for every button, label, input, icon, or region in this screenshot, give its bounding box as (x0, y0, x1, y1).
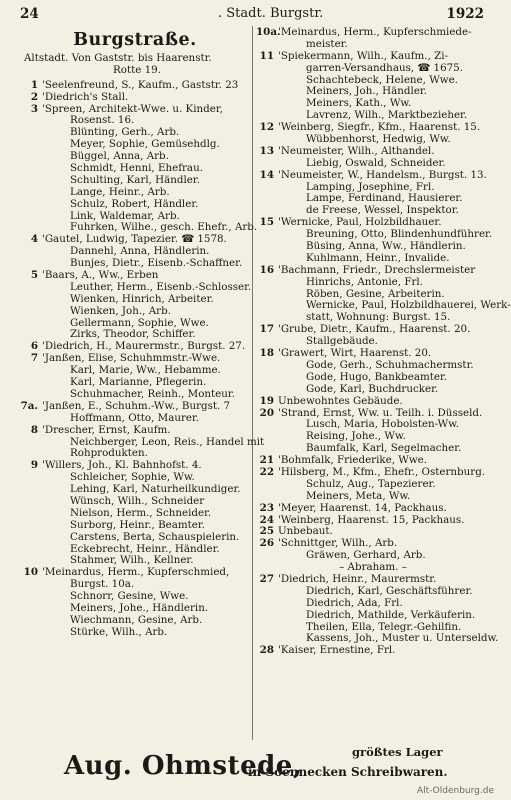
resident-text: Lusch, Maria, Hoboisten-Ww. (306, 418, 460, 431)
resident-line (20, 187, 250, 199)
resident-text: Lavrenz, Wilh., Marktbezieher. (306, 109, 468, 122)
resident-text: Gode, Gerh., Schuhmachermstr. (306, 358, 474, 371)
resident-text: Dannehl, Anna, Händlerin. (70, 245, 210, 258)
entry-text: 'Gautel, Ludwig, Tapezier. ☎ 1578. (42, 233, 227, 246)
resident-text: Büggel, Anna, Arb. (70, 150, 169, 163)
resident-text: meister. (306, 37, 348, 50)
resident-text: Stallgebäude. (306, 335, 378, 348)
resident-text: Reising, Johe., Ww. (306, 430, 406, 443)
house-number: 17 (259, 323, 274, 336)
description-text: Altstadt. Von Gaststr. bis Haarenstr. (24, 52, 212, 64)
resident-text: Wernicke, Paul, Holzbildhauerei, Werk- (306, 299, 511, 312)
house-number: 7a. (20, 399, 38, 412)
house-entry (20, 567, 250, 579)
house-number: 27 (259, 572, 274, 585)
resident-line (20, 294, 250, 306)
street-description (20, 65, 250, 77)
entry-text: 'Kaiser, Ernestine, Frl. (278, 644, 396, 657)
resident-line (20, 532, 250, 544)
resident-text: Wünsch, Wilh., Schneider (70, 494, 205, 507)
resident-text: Meyer, Sophie, Gemüsehdlg. (70, 138, 220, 151)
entry-text: 'Spiekermann, Wilh., Kaufm., Zi- (278, 49, 449, 62)
entry-text: 'Bohmfalk, Friederike, Wwe. (278, 454, 428, 467)
resident-text: Büsing, Anna, Ww., Händlerin. (306, 240, 466, 253)
resident-text: Stahmer, Wilh., Kellner. (70, 554, 194, 567)
resident-text: Carstens, Berta, Schauspielerin. (70, 530, 240, 543)
resident-line (256, 384, 486, 396)
page-header (20, 6, 484, 26)
resident-line (20, 627, 250, 639)
resident-text: Gode, Karl, Buchdrucker. (306, 382, 439, 395)
house-number: 23 (259, 501, 274, 514)
house-number: 9 (30, 459, 38, 472)
resident-text: Gellermann, Sophie, Wwe. (70, 316, 209, 329)
house-entry (256, 170, 486, 182)
resident-line (256, 372, 486, 384)
resident-line (256, 63, 486, 75)
entry-text: 'Janßen, E., Schuhm.-Ww., Burgst. 7 (42, 399, 231, 412)
entry-text: Unbebaut. (278, 525, 333, 538)
entry-text: 'Diedrich, H., Maurermstr., Burgst. 27. (42, 340, 246, 353)
resident-line (256, 586, 486, 598)
resident-text: Blünting, Gerh., Arb. (70, 126, 180, 139)
resident-text: Schulz, Robert, Händler. (70, 197, 199, 210)
year: 1922 (446, 6, 484, 22)
resident-text: Bunjes, Dietr., Eisenb.-Schaffner. (70, 257, 243, 270)
entry-text: 'Meyer, Haarenst. 14, Packhaus. (278, 501, 447, 514)
ad-slogan: größtes Lager (352, 745, 443, 759)
resident-text: Schmidt, Henni, Ehefrau. (70, 162, 203, 175)
resident-text: Diedrich, Mathilde, Verkäuferin. (306, 608, 476, 621)
house-number: 13 (259, 144, 274, 157)
resident-text: Schnorr, Gesine, Wwe. (70, 590, 189, 603)
resident-text: Lampe, Ferdinand, Hausierer. (306, 192, 463, 205)
house-number: 20 (259, 406, 274, 419)
resident-line (20, 199, 250, 211)
resident-text: Karl, Marianne, Pflegerin. (70, 376, 207, 389)
resident-text: Fuhrken, Wilhe., gesch. Ehefr., Arb. (70, 221, 258, 234)
resident-text: Gode, Hugo, Bankbeamter. (306, 370, 448, 383)
house-entry (256, 396, 486, 408)
resident-text: Rohprodukten. (70, 447, 148, 460)
resident-text: Link, Waldemar, Arb. (70, 209, 180, 222)
house-number: 2 (30, 90, 38, 103)
resident-text: Meiners, Johe., Händlerin. (70, 601, 209, 614)
house-entry (20, 401, 250, 413)
house-number: 5 (30, 269, 38, 282)
house-number: 12 (259, 121, 274, 134)
house-entry (256, 51, 486, 63)
advertiser-name: Aug. Ohmstede, (64, 751, 303, 781)
house-number: 15 (259, 216, 274, 229)
house-number: 26 (259, 537, 274, 550)
resident-text: de Freese, Wessel, Inspektor. (306, 204, 459, 217)
entry-text: 'Grube, Dietr., Kaufm., Haarenst. 20. (278, 323, 471, 336)
resident-text: Wienken, Hinrich, Arbeiter. (70, 292, 214, 305)
resident-text: Kuhlmann, Heinr., Invalide. (306, 251, 450, 264)
house-entry (256, 146, 486, 158)
entry-text: 'Neumeister, W., Handelsm., Burgst. 13. (278, 168, 487, 181)
resident-text: Nielson, Herm., Schneider. (70, 506, 212, 519)
watermark: Alt-Oldenburg.de (416, 786, 494, 796)
resident-line (256, 158, 486, 170)
house-number: 14 (259, 168, 274, 181)
house-number: 28 (259, 644, 274, 657)
ad-products: in Soennecken Schreibwaren. (248, 765, 448, 779)
resident-text: Lange, Heinr., Arb. (70, 185, 170, 198)
resident-text: Kassens, Joh., Muster u. Unterseldw. (306, 632, 499, 645)
house-number: 10a. (256, 26, 281, 38)
entry-text: 'Meinardus, Herm., Kupferschmied, (42, 566, 230, 579)
entry-text: 'Meinardus, Herm., Kupferschmiede- (278, 26, 472, 38)
resident-text: Schulting, Karl, Händler. (70, 173, 200, 186)
resident-text: Meiners, Kath., Ww. (306, 97, 412, 110)
resident-line (256, 491, 486, 503)
resident-text: Wübbenhorst, Hedwig, Ww. (306, 133, 451, 146)
resident-text: Diedrich, Karl, Geschäftsführer. (306, 584, 473, 597)
resident-line (20, 413, 250, 425)
resident-text: Neichberger, Leon, Reis., Handel mit (70, 435, 265, 448)
house-number: 24 (259, 513, 274, 526)
house-number: 1 (30, 78, 38, 91)
house-number: 7 (30, 352, 38, 365)
house-number: 19 (259, 394, 274, 407)
entry-text: 'Bachmann, Friedr., Drechslermeister (278, 263, 476, 276)
left-column (20, 27, 265, 639)
resident-line (20, 175, 250, 187)
resident-text: Wiechmann, Gesine, Arb. (70, 613, 203, 626)
resident-text: Liebig, Oswald, Schneider. (306, 156, 446, 169)
entry-text: 'Weinberg, Siegfr., Kfm., Haarenst. 15. (278, 121, 481, 134)
house-number: 11 (259, 49, 274, 62)
resident-text: Röben, Gesine, Arbeiterin. (306, 287, 445, 300)
entry-text: 'Diedrich's Stall. (42, 90, 129, 103)
house-number: 10 (23, 566, 38, 579)
resident-text: Meiners, Joh., Händler. (306, 85, 427, 98)
resident-text: Lehing, Karl, Naturheilkundiger. (70, 483, 241, 496)
house-number: 18 (259, 347, 274, 360)
entry-text: Unbewohntes Gebäude. (278, 394, 403, 407)
resident-text: Meiners, Meta, Ww. (306, 489, 411, 502)
house-entry (256, 645, 486, 657)
house-entry (20, 80, 250, 92)
resident-line (256, 39, 486, 51)
resident-text: Breuning, Otto, Blindenhundführer. (306, 228, 493, 241)
advertisement (20, 743, 484, 783)
entry-text: 'Spreen, Architekt-Wwe. u. Kinder, (42, 102, 223, 115)
house-entry (20, 104, 250, 116)
entry-text: 'Strand, Ernst, Ww. u. Teilh. i. Düsseld. (278, 406, 483, 419)
entry-text: 'Drescher, Ernst, Kaufm. (42, 423, 171, 436)
entry-text: 'Willers, Joh., Kl. Bahnhofst. 4. (42, 459, 202, 472)
resident-text: statt, Wohnung: Burgst. 15. (306, 311, 451, 324)
house-number: 6 (30, 340, 38, 353)
resident-text: Gräwen, Gerhard, Arb. (306, 549, 426, 562)
resident-text: Theilen, Ella, Telegr.-Gehilfin. (306, 620, 462, 633)
resident-line (20, 520, 250, 532)
street-title: Burgstraße. (73, 30, 197, 50)
resident-text: Schuhmacher, Reinh., Monteur. (70, 387, 235, 400)
entry-text: 'Seelenfreund, S., Kaufm., Gaststr. 23 (42, 78, 239, 91)
entry-text: 'Baars, A., Ww., Erben (42, 269, 159, 282)
resident-text: Burgst. 10a. (70, 578, 135, 591)
entry-text: 'Diedrich, Heinr., Maurermstr. (278, 572, 437, 585)
resident-text: Schleicher, Sophie, Ww. (70, 471, 195, 484)
section-label: – Abraham. – (339, 561, 407, 574)
resident-line (256, 479, 486, 491)
house-number: 3 (30, 102, 38, 115)
house-number: 25 (259, 525, 274, 538)
resident-text: Karl, Marie, Ww., Hebamme. (70, 364, 221, 377)
house-number: 21 (259, 454, 274, 467)
resident-line (20, 306, 250, 318)
house-number: 16 (259, 263, 274, 276)
resident-text: Diedrich, Ada, Frl. (306, 596, 403, 609)
entry-text: 'Janßen, Elise, Schuhmmstr.-Wwe. (42, 352, 221, 365)
entry-text: 'Grawert, Wirt, Haarenst. 20. (278, 347, 432, 360)
entry-text: 'Wernicke, Paul, Holzbildhauer. (278, 216, 442, 229)
house-entry (20, 425, 250, 437)
column-divider (252, 26, 253, 740)
resident-text: Schulz, Aug., Tapezierer. (306, 477, 436, 490)
resident-line (20, 615, 250, 627)
resident-text: Stürke, Wilh., Arb. (70, 625, 168, 638)
house-entry (256, 265, 486, 277)
house-entry (256, 27, 486, 39)
resident-text: Eckebrecht, Heinr., Händler. (70, 542, 220, 555)
resident-text: Surborg, Heinr., Beamter. (70, 518, 205, 531)
house-number: 22 (259, 465, 274, 478)
resident-text: Wienken, Joh., Arb. (70, 304, 171, 317)
house-entry (20, 92, 250, 104)
resident-text: Zirks, Theodor, Schiffer. (70, 328, 196, 341)
resident-text: Rosenst. 16. (70, 114, 135, 127)
entry-text: 'Schnittger, Wilh., Arb. (278, 537, 398, 550)
right-column (256, 26, 511, 657)
resident-text: garren-Versandhaus, ☎ 1675. (306, 61, 463, 74)
house-number: 4 (30, 233, 38, 246)
resident-text: Hoffmann, Otto, Maurer. (70, 411, 200, 424)
house-entry (256, 503, 486, 515)
entry-text: 'Weinberg, Haarenst. 15, Packhaus. (278, 513, 465, 526)
running-head: . Stadt. Burgstr. (218, 6, 324, 21)
resident-text: Leuther, Herm., Eisenb.-Schlosser. (70, 280, 252, 293)
resident-line (20, 508, 250, 520)
description-text: Rotte 19. (113, 63, 161, 76)
resident-text: Hinrichs, Antonie, Frl. (306, 275, 423, 288)
house-number: 8 (30, 423, 38, 436)
page-number: 24 (20, 6, 39, 22)
resident-text: Schachtebeck, Helene, Wwe. (306, 73, 458, 86)
entry-text: 'Neumeister, Wilh., Althandel. (278, 144, 435, 157)
resident-line (256, 598, 486, 610)
resident-text: Baumfalk, Karl, Segelmacher. (306, 442, 462, 455)
entry-text: 'Hilsberg, M., Kfm., Ehefr., Osternburg. (278, 465, 486, 478)
resident-text: Lamping, Josephine, Frl. (306, 180, 435, 193)
resident-line (256, 610, 486, 622)
resident-line (256, 277, 486, 289)
